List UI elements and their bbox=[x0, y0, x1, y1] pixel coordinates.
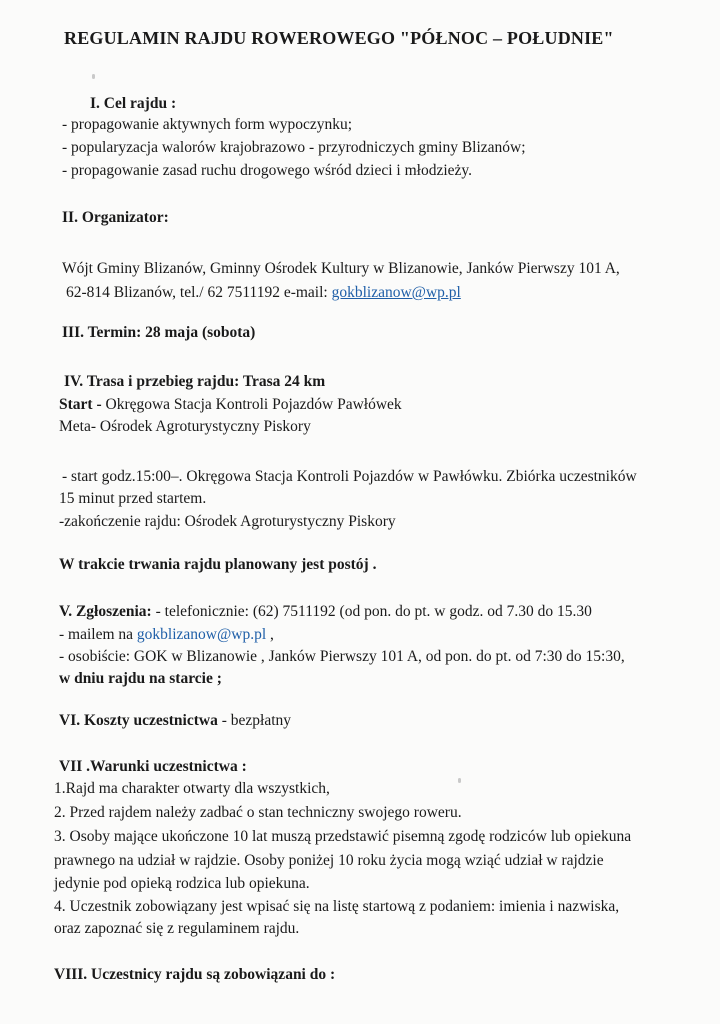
registration-phone-line bbox=[59, 603, 592, 621]
section-2-heading: II. Organizator: bbox=[62, 209, 169, 226]
section-1-heading: I. Cel rajdu : bbox=[90, 95, 177, 112]
section-8-heading: VIII. Uczestnicy rajdu są zobowiązani do : bbox=[54, 966, 336, 983]
registration-mail-suffix: , bbox=[266, 626, 274, 643]
registration-mail-text: - mailem na bbox=[59, 626, 137, 643]
scan-speck bbox=[92, 74, 95, 79]
route-detail-line: -zakończenie rajdu: Ośrodek Agroturystyczny Piskory bbox=[59, 513, 396, 530]
condition-line: 3. Osoby mające ukończone 10 lat muszą przedstawić pisemną zgodę rodziców lub opiekuna bbox=[54, 828, 632, 845]
condition-line: jedynie pod opieką rodzica lub opiekuna. bbox=[54, 875, 310, 892]
route-detail-line: 15 minut przed startem. bbox=[59, 490, 207, 507]
section-7-heading: VII .Warunki uczestnictwa : bbox=[59, 758, 247, 775]
route-finish-line: Meta- Ośrodek Agroturystyczny Piskory bbox=[59, 418, 311, 435]
scan-speck bbox=[458, 778, 461, 783]
stop-note: W trakcie trwania rajdu planowany jest postój . bbox=[59, 556, 377, 573]
registration-personal-line: - osobiście: GOK w Blizanowie , Janków Pierwszy 101 A, od pon. do pt. od 7:30 do 15:30, bbox=[59, 648, 625, 665]
section-5-heading: V. Zgłoszenia: bbox=[59, 603, 152, 620]
section-1-item: - popularyzacja walorów krajobrazowo - przyrodniczych gminy Blizanów; bbox=[62, 139, 526, 156]
condition-line: oraz zapoznać się z regulaminem rajdu. bbox=[54, 920, 300, 937]
organizer-contact-text: 62-814 Blizanów, tel./ 62 7511192 e-mail: bbox=[66, 284, 332, 301]
registration-mail-line bbox=[59, 626, 274, 644]
section-1-item: - propagowanie aktywnych form wypoczynku; bbox=[62, 116, 353, 133]
condition-line: 2. Przed rajdem należy zadbać o stan techniczny swojego roweru. bbox=[54, 804, 462, 821]
registration-onsite-line: w dniu rajdu na starcie ; bbox=[59, 670, 222, 687]
route-detail-line: - start godz.15:00–. Okręgowa Stacja Kontroli Pojazdów w Pawłówku. Zbiórka uczestników bbox=[62, 468, 637, 485]
costs-value: - bezpłatny bbox=[217, 712, 292, 729]
organizer-email-link[interactable]: gokblizanow@wp.pl bbox=[331, 284, 461, 301]
route-start-label: Start - bbox=[59, 396, 106, 413]
organizer-line: Wójt Gminy Blizanów, Gminny Ośrodek Kultury w Blizanowie, Janków Pierwszy 101 A, bbox=[62, 260, 620, 277]
section-1-item: - propagowanie zasad ruchu drogowego wśród dzieci i młodzieży. bbox=[62, 162, 473, 179]
registration-phone-text: - telefonicznie: (62) 7511192 (od pon. do pt. w godz. od 7.30 do 15.30 bbox=[151, 603, 592, 620]
section-6-heading: VI. Koszty uczestnictwa bbox=[59, 712, 218, 729]
route-start-line bbox=[59, 396, 402, 414]
condition-line: 1.Rajd ma charakter otwarty dla wszystkich, bbox=[54, 780, 330, 797]
condition-line: 4. Uczestnik zobowiązany jest wpisać się na listę startową z podaniem: imienia i nazwiska, bbox=[54, 898, 620, 915]
route-start-text: Okręgowa Stacja Kontroli Pojazdów Pawłówek bbox=[105, 396, 402, 413]
document-title: REGULAMIN RAJDU ROWEROWEGO "PÓŁNOC – POŁUDNIE" bbox=[64, 28, 614, 48]
section-3-heading: III. Termin: 28 maja (sobota) bbox=[62, 324, 256, 341]
section-4-heading: IV. Trasa i przebieg rajdu: Trasa 24 km bbox=[64, 373, 326, 390]
organizer-contact-line bbox=[66, 284, 461, 302]
costs-line bbox=[59, 712, 291, 730]
registration-email-link[interactable]: gokblizanow@wp.pl bbox=[136, 626, 267, 643]
condition-line: prawnego na udział w rajdzie. Osoby poniżej 10 roku życia mogą wziąć udział w rajdzie bbox=[54, 852, 604, 869]
